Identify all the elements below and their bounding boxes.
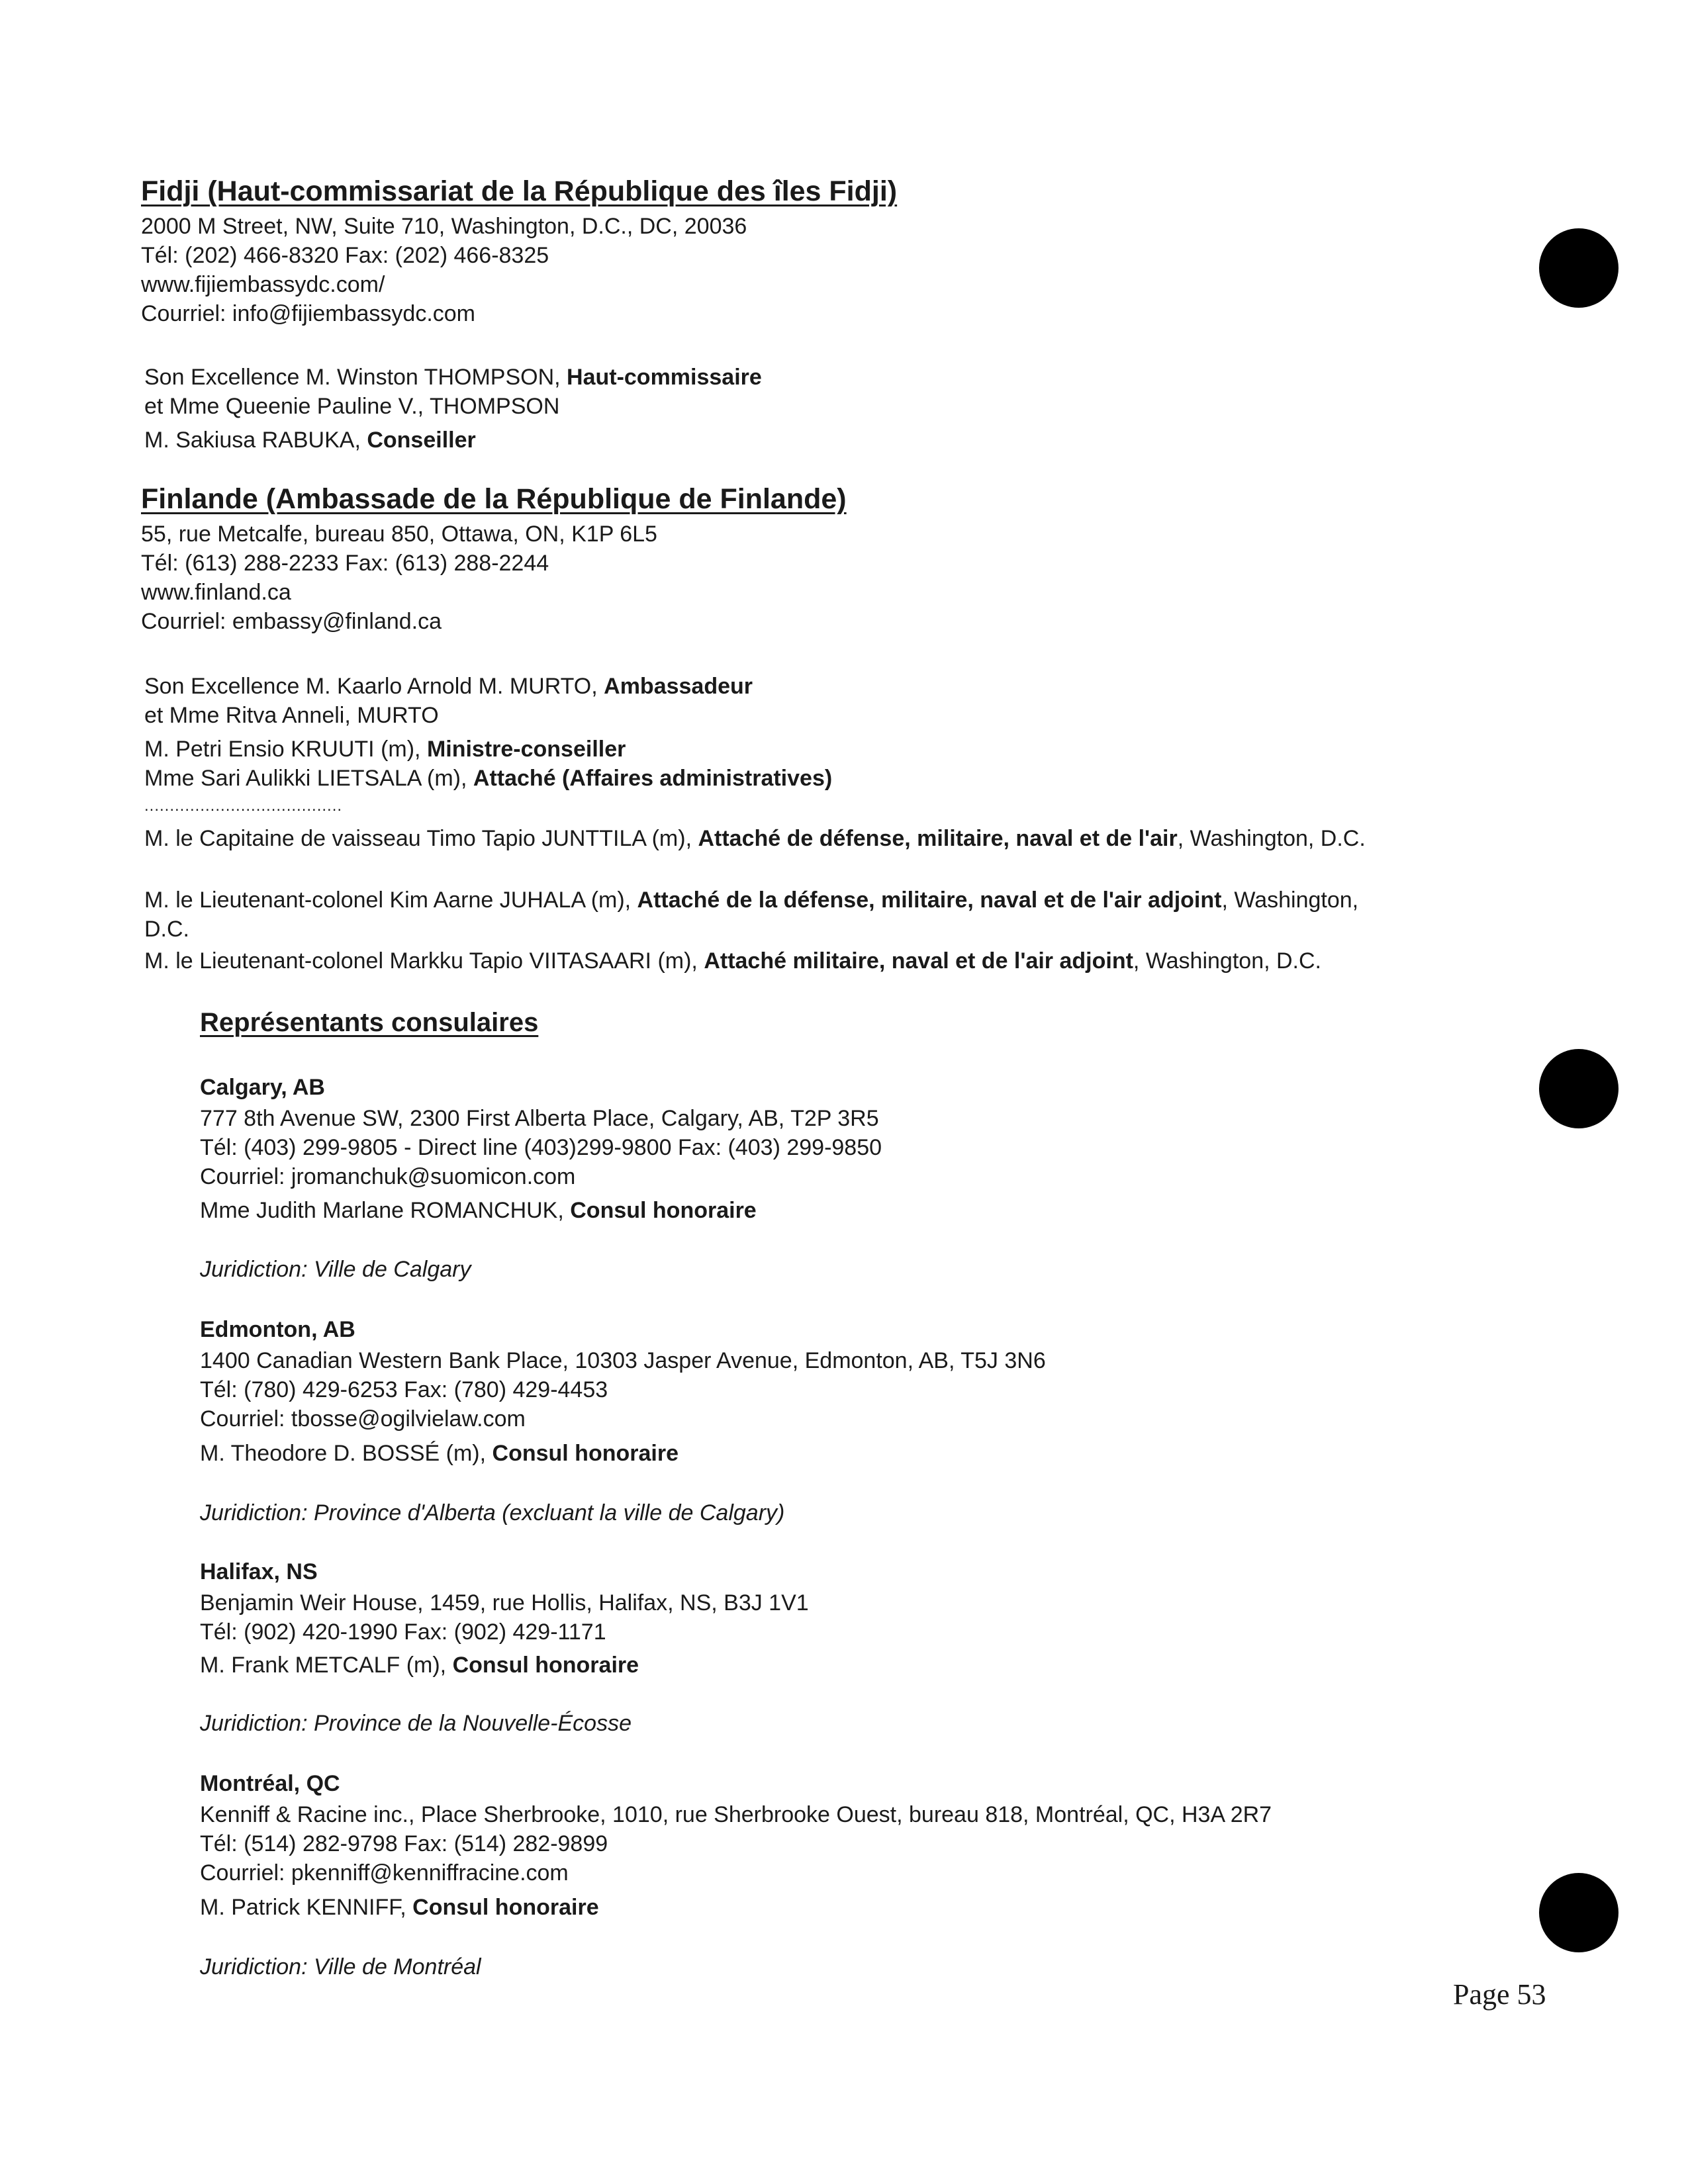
finland-address: 55, rue Metcalfe, bureau 850, Ottawa, ON, K1P 6L5 — [141, 522, 657, 547]
page-number: Page 53 — [1453, 1978, 1546, 2011]
staff-name: M. Sakiusa RABUKA, — [144, 428, 367, 453]
consulate-phone: Tél: (514) 282-9798 Fax: (514) 282-9899 — [200, 1831, 608, 1856]
consulate-jurisdiction: Juridiction: Ville de Montréal — [200, 1954, 481, 1979]
fiji-website: www.fijiembassydc.com/ — [141, 272, 385, 297]
finland-website: www.finland.ca — [141, 580, 291, 605]
fiji-staff-1 — [144, 363, 762, 392]
staff-title: Conseiller — [367, 428, 476, 453]
consulate-person — [200, 1651, 639, 1680]
finland-staff-3 — [144, 735, 626, 764]
finland-phone: Tél: (613) 288-2233 Fax: (613) 288-2244 — [141, 551, 549, 576]
finland-staff-4 — [144, 764, 832, 793]
staff-title: Attaché (Affaires administratives) — [473, 766, 833, 791]
separator-dots: ....................................... — [144, 797, 343, 815]
consulate-city: Montréal, QC — [200, 1771, 340, 1796]
fiji-staff-2 — [144, 392, 559, 421]
staff-name: Son Excellence M. Kaarlo Arnold M. MURTO, — [144, 674, 604, 699]
consulate-jurisdiction: Juridiction: Ville de Calgary — [200, 1257, 471, 1282]
consulate-person — [200, 1439, 679, 1468]
person-name: M. Frank METCALF (m), — [200, 1653, 453, 1678]
fiji-staff-3 — [144, 426, 476, 455]
staff-suffix: , Washington, D.C. — [1177, 826, 1366, 851]
finland-staff-9 — [144, 946, 1321, 976]
finland-staff-6 — [144, 824, 1366, 853]
staff-name: M. le Lieutenant-colonel Kim Aarne JUHALA (m), — [144, 887, 637, 913]
consulate-city: Calgary, AB — [200, 1075, 325, 1100]
consulate-address: 777 8th Avenue SW, 2300 First Alberta Place, Calgary, AB, T2P 3R5 — [200, 1106, 879, 1131]
staff-name: D.C. — [144, 917, 189, 942]
finland-email: Courriel: embassy@finland.ca — [141, 609, 442, 634]
staff-name: M. Petri Ensio KRUUTI (m), — [144, 737, 427, 762]
staff-name: M. le Capitaine de vaisseau Timo Tapio JUNTTILA (m), — [144, 826, 698, 851]
finland-staff-2 — [144, 701, 439, 730]
consulate-phone: Tél: (403) 299-9805 - Direct line (403)299-9800 Fax: (403) 299-9850 — [200, 1135, 882, 1160]
person-title: Consul honoraire — [412, 1895, 599, 1920]
finland-heading: Finlande (Ambassade de la République de Finlande) — [141, 483, 847, 515]
person-title: Consul honoraire — [570, 1198, 757, 1223]
consulate-jurisdiction: Juridiction: Province de la Nouvelle-Écosse — [200, 1711, 632, 1736]
staff-title: Haut-commissaire — [567, 365, 762, 390]
consulate-jurisdiction: Juridiction: Province d'Alberta (excluant la ville de Calgary) — [200, 1500, 785, 1525]
person-title: Consul honoraire — [452, 1653, 639, 1678]
consulate-phone: Tél: (902) 420-1990 Fax: (902) 429-1171 — [200, 1619, 606, 1645]
finland-staff-7-cont — [144, 915, 189, 944]
finland-staff-1 — [144, 672, 753, 701]
staff-title: Attaché de la défense, militaire, naval et de l'air adjoint — [637, 887, 1222, 913]
fiji-heading: Fidji (Haut-commissariat de la République des îles Fidji) — [141, 175, 898, 207]
fiji-address: 2000 M Street, NW, Suite 710, Washington, D.C., DC, 20036 — [141, 214, 747, 239]
staff-suffix: , Washington, — [1221, 887, 1359, 913]
staff-name: et Mme Queenie Pauline V., THOMPSON — [144, 394, 560, 419]
person-name: M. Patrick KENNIFF, — [200, 1895, 413, 1920]
consulate-address: Benjamin Weir House, 1459, rue Hollis, Halifax, NS, B3J 1V1 — [200, 1590, 809, 1615]
staff-name: Son Excellence M. Winston THOMPSON, — [144, 365, 567, 390]
staff-name: et Mme Ritva Anneli, MURTO — [144, 703, 439, 728]
staff-title: Attaché militaire, naval et de l'air adjoint — [704, 948, 1133, 974]
consulate-city: Halifax, NS — [200, 1559, 318, 1584]
consulate-address: 1400 Canadian Western Bank Place, 10303 Jasper Avenue, Edmonton, AB, T5J 3N6 — [200, 1348, 1046, 1373]
staff-suffix: , Washington, D.C. — [1133, 948, 1321, 974]
consulate-city: Edmonton, AB — [200, 1317, 355, 1342]
punch-hole-bottom — [1539, 1873, 1618, 1952]
finland-staff-7 — [144, 886, 1358, 915]
person-name: M. Theodore D. BOSSÉ (m), — [200, 1441, 492, 1466]
consulate-phone: Tél: (780) 429-6253 Fax: (780) 429-4453 — [200, 1377, 608, 1402]
consulate-person — [200, 1196, 757, 1225]
person-title: Consul honoraire — [492, 1441, 679, 1466]
staff-name: Mme Sari Aulikki LIETSALA (m), — [144, 766, 473, 791]
consulate-email: Courriel: pkenniff@kenniffracine.com — [200, 1860, 569, 1886]
staff-title: Ambassadeur — [604, 674, 753, 699]
staff-title: Ministre-conseiller — [426, 737, 626, 762]
punch-hole-top — [1539, 228, 1618, 308]
person-name: Mme Judith Marlane ROMANCHUK, — [200, 1198, 571, 1223]
consulate-person — [200, 1893, 599, 1922]
fiji-phone: Tél: (202) 466-8320 Fax: (202) 466-8325 — [141, 243, 549, 268]
consular-heading: Représentants consulaires — [200, 1008, 539, 1037]
consulate-email: Courriel: jromanchuk@suomicon.com — [200, 1164, 576, 1189]
staff-name: M. le Lieutenant-colonel Markku Tapio VIITASAARI (m), — [144, 948, 704, 974]
staff-title: Attaché de défense, militaire, naval et de l'air — [698, 826, 1178, 851]
punch-hole-middle — [1539, 1049, 1618, 1128]
dotted-separator — [144, 792, 342, 821]
consulate-address: Kenniff & Racine inc., Place Sherbrooke, 1010, rue Sherbrooke Ouest, bureau 818, Montréal, QC, H3A 2R7 — [200, 1802, 1272, 1827]
fiji-email: Courriel: info@fijiembassydc.com — [141, 301, 476, 326]
consulate-email: Courriel: tbosse@ogilvielaw.com — [200, 1406, 526, 1432]
